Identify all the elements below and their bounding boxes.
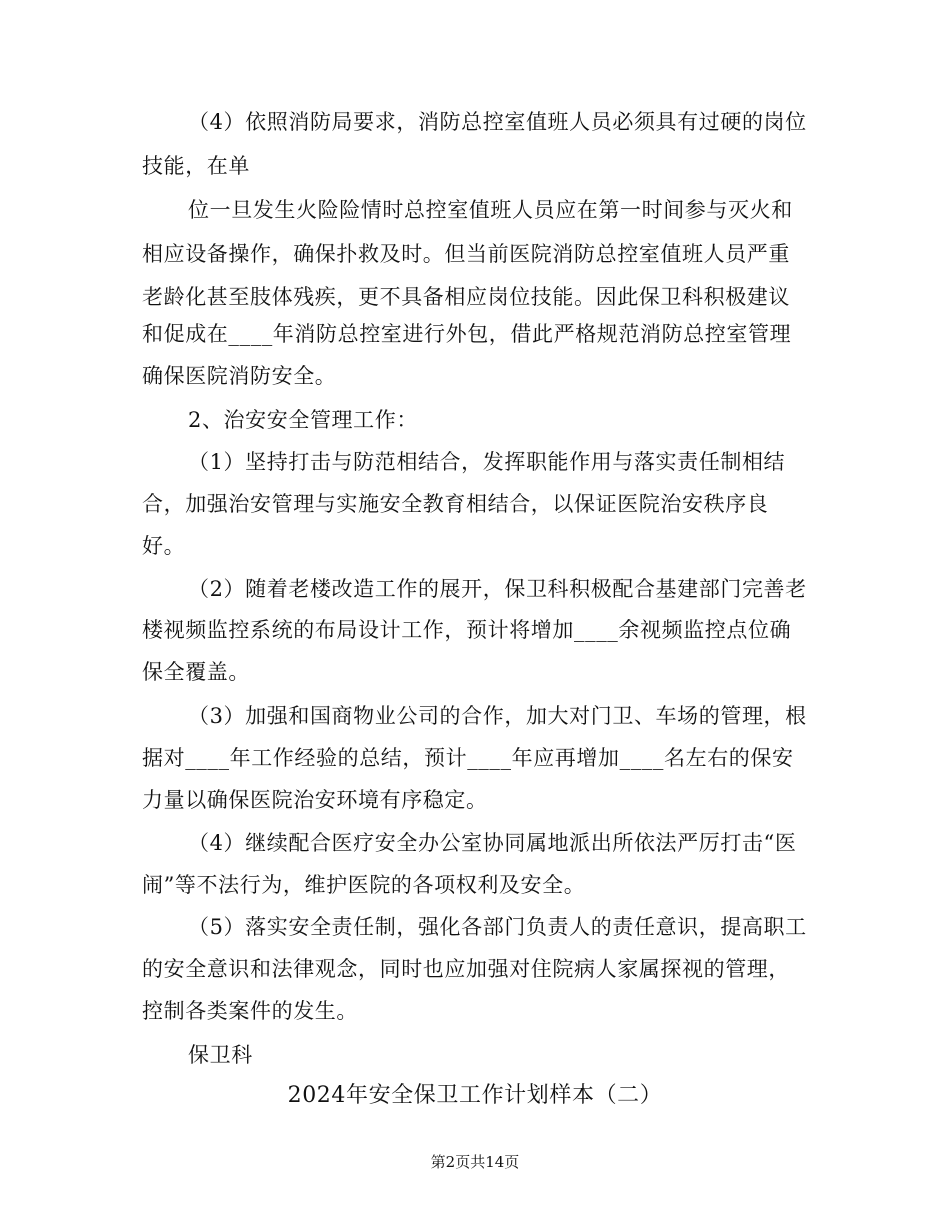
paragraph-line: 力量以确保医院治安环境有序稳定。 bbox=[142, 788, 488, 812]
paragraph-line: 控制各类案件的发生。 bbox=[142, 999, 358, 1023]
paragraph-line: 合，加强治安管理与实施安全教育相结合，以保证医院治安秩序良 bbox=[142, 492, 769, 516]
paragraph-line: 技能，在单 bbox=[142, 154, 250, 178]
paragraph-line: 确保医院消防安全。 bbox=[142, 364, 337, 388]
paragraph-line: 保全覆盖。 bbox=[142, 660, 250, 684]
paragraph-line: 位一旦发生火险险情时总控室值班人员应在第一时间参与灭火和 bbox=[188, 198, 793, 222]
paragraph-line: （4）依照消防局要求，消防总控室值班人员必须具有过硬的岗位 bbox=[188, 110, 807, 134]
paragraph-line: 闹”等不法行为，维护医院的各项权利及安全。 bbox=[142, 873, 586, 897]
paragraph-line: （5）落实安全责任制，强化各部门负责人的责任意识，提高职工 bbox=[188, 915, 807, 939]
signature-line: 保卫科 bbox=[188, 1043, 253, 1067]
paragraph-line: （2）随着老楼改造工作的展开，保卫科积极配合基建部门完善老 bbox=[188, 577, 807, 601]
paragraph-line: （1）坚持打击与防范相结合，发挥职能作用与落实责任制相结 bbox=[188, 450, 786, 474]
paragraph-line: 楼视频监控系统的布局设计工作，预计将增加____余视频监控点位确 bbox=[142, 618, 792, 642]
paragraph-line: 老龄化甚至肢体残疾，更不具备相应岗位技能。因此保卫科积极建议 bbox=[142, 285, 790, 309]
paragraph-line: （3）加强和国商物业公司的合作，加大对门卫、车场的管理，根 bbox=[188, 704, 807, 728]
section-heading: 2、治安安全管理工作： bbox=[188, 408, 418, 432]
document-title: 2024年安全保卫工作计划样本（二） bbox=[287, 1083, 663, 1108]
page-number: 第2页共14页 bbox=[430, 1153, 520, 1171]
paragraph-line: 和促成在____年消防总控室进行外包，借此严格规范消防总控室管理 bbox=[142, 322, 792, 346]
paragraph-line: 据对____年工作经验的总结，预计____年应再增加____名左右的保安 bbox=[142, 746, 794, 770]
paragraph-line: （4）继续配合医疗安全办公室协同属地派出所依法严厉打击“医 bbox=[188, 831, 797, 855]
paragraph-line: 好。 bbox=[142, 534, 186, 558]
paragraph-line: 相应设备操作，确保扑救及时。但当前医院消防总控室值班人员严重 bbox=[142, 242, 790, 266]
paragraph-line: 的安全意识和法律观念，同时也应加强对住院病人家属探视的管理， bbox=[142, 957, 790, 981]
